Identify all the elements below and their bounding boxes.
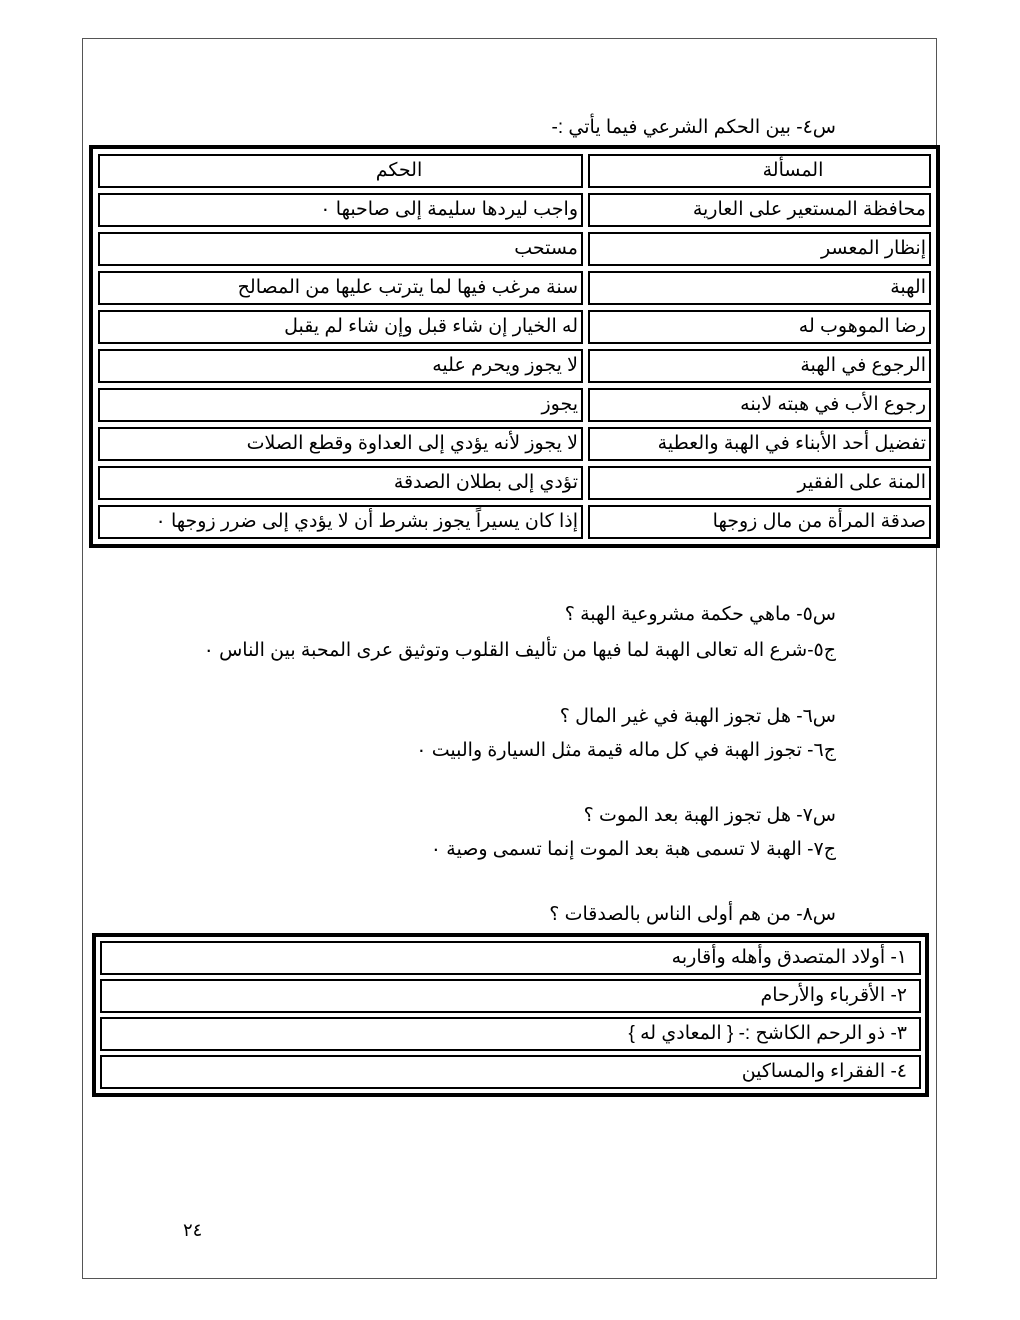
header-issue: المسألة xyxy=(588,154,931,188)
q7-answer: ج٧- الهبة لا تسمى هبة بعد الموت إنما تسمى وصية ٠ xyxy=(430,839,836,860)
table-row xyxy=(98,349,931,383)
list-item: ٢- الأقرباء والأرحام xyxy=(100,979,921,1013)
ruling-cell: تؤدي إلى بطلان الصدقة xyxy=(98,466,583,500)
q8-question: س٨- من هم أولى الناس بالصدقات ؟ xyxy=(549,904,836,925)
table-header-row xyxy=(98,154,931,188)
ruling-cell: واجب ليردها سليمة إلى صاحبها ٠ xyxy=(98,193,583,227)
table-row xyxy=(98,505,931,539)
list-item: ٤- الفقراء والمساكين xyxy=(100,1055,921,1089)
ruling-cell: سنة مرغب فيها لما يترتب عليها من المصالح xyxy=(98,271,583,305)
header-ruling: الحكم xyxy=(98,154,583,188)
issue-cell: الرجوع في الهبة xyxy=(588,349,931,383)
q4-title: س٤- بين الحكم الشرعي فيما يأتي :- xyxy=(551,117,836,138)
issue-cell: إنظار المعسر xyxy=(588,232,931,266)
issue-cell: محافظة المستعير على العارية xyxy=(588,193,931,227)
table-row xyxy=(98,427,931,461)
ruling-cell: مستحب xyxy=(98,232,583,266)
list-item: ٣- ذو الرحم الكاشح :- { المعادي له } xyxy=(100,1017,921,1051)
ruling-cell: يجوز xyxy=(98,388,583,422)
page-number: ٢٤ xyxy=(183,1220,203,1240)
q5-question: س٥- ماهي حكمة مشروعية الهبة ؟ xyxy=(564,604,836,625)
ruling-cell: إذا كان يسيراً يجوز بشرط أن لا يؤدي إلى ضرر زوجها ٠ xyxy=(98,505,583,539)
table-row xyxy=(98,271,931,305)
issue-cell: رضا الموهوب له xyxy=(588,310,931,344)
recipients-list xyxy=(92,933,929,1097)
table-row xyxy=(98,193,931,227)
issue-cell: الهبة xyxy=(588,271,931,305)
issue-cell: رجوع الأب في هبته لابنه xyxy=(588,388,931,422)
list-item: ١- أولاد المتصدق وأهله وأقاربه xyxy=(100,941,921,975)
issue-cell: تفضيل أحد الأبناء في الهبة والعطية xyxy=(588,427,931,461)
q7-question: س٧- هل تجوز الهبة بعد الموت ؟ xyxy=(583,805,836,826)
table-row xyxy=(98,310,931,344)
ruling-cell: لا يجوز لأنه يؤدي إلى العداوة وقطع الصلات xyxy=(98,427,583,461)
q6-question: س٦- هل تجوز الهبة في غير المال ؟ xyxy=(559,706,836,727)
table-row xyxy=(98,232,931,266)
q6-answer: ج٦- تجوز الهبة في كل ماله قيمة مثل السيارة والبيت ٠ xyxy=(416,740,836,761)
issue-cell: المنة على الفقير xyxy=(588,466,931,500)
issue-cell: صدقة المرأة من مال زوجها xyxy=(588,505,931,539)
q5-answer: ج٥-شرع اله تعالى الهبة لما فيها من تأليف القلوب وتوثيق عرى المحبة بين الناس ٠ xyxy=(203,640,836,661)
table-row xyxy=(98,466,931,500)
table-row xyxy=(98,388,931,422)
rulings-table xyxy=(89,145,940,548)
ruling-cell: لا يجوز ويحرم عليه xyxy=(98,349,583,383)
ruling-cell: له الخيار إن شاء قبل وإن شاء لم يقبل xyxy=(98,310,583,344)
